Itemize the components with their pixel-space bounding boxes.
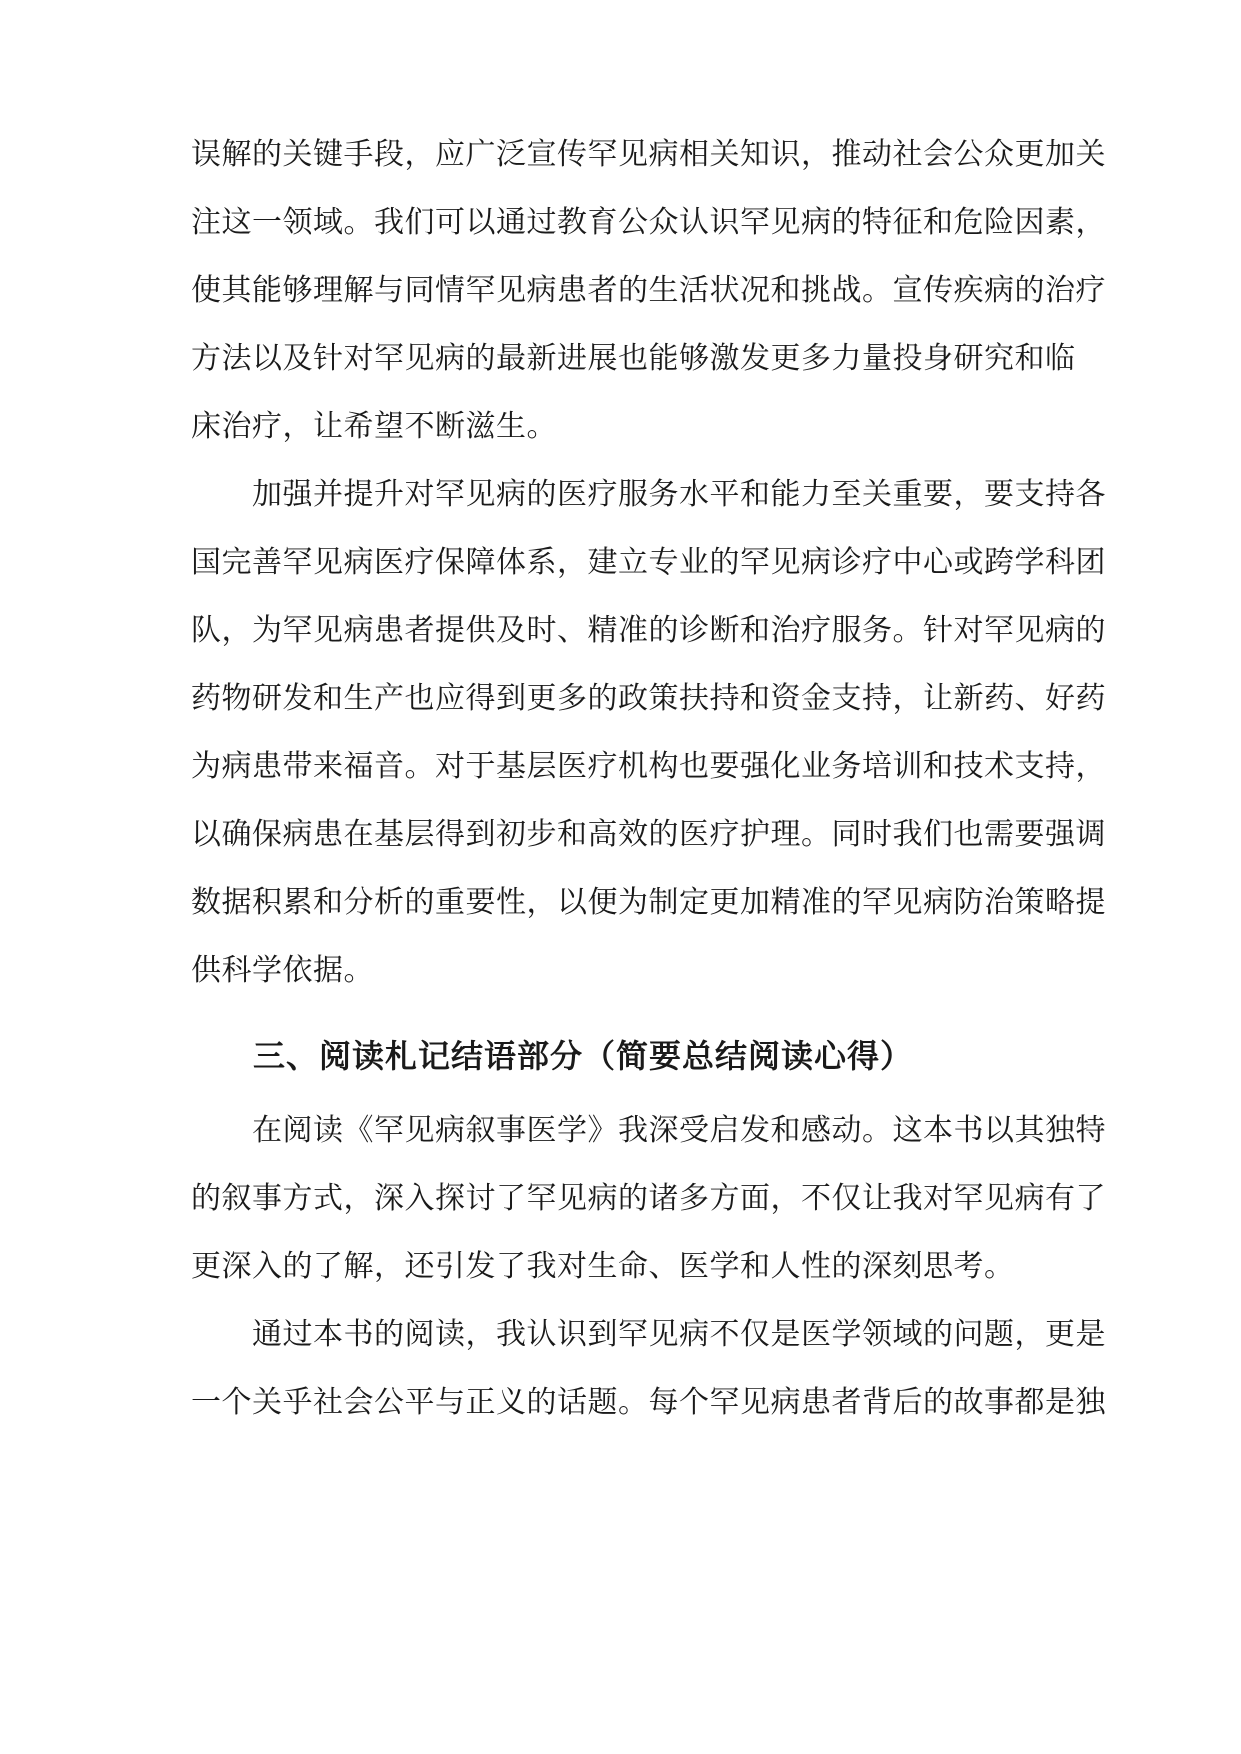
text-line: 供科学依据。 bbox=[191, 953, 374, 988]
text-line: 为病患带来福音。对于基层医疗机构也要强化业务培训和技术支持， bbox=[191, 749, 1106, 784]
text-line: 误解的关键手段，应广泛宣传罕见病相关知识，推动社会公众更加关 bbox=[191, 137, 1106, 172]
text-line: 注这一领域。我们可以通过教育公众认识罕见病的特征和危险因素， bbox=[191, 205, 1106, 240]
text-line: 加强并提升对罕见病的医疗服务水平和能力至关重要，要支持各 bbox=[191, 477, 1106, 512]
text-line: 床治疗，让希望不断滋生。 bbox=[191, 409, 557, 444]
text-line: 通过本书的阅读，我认识到罕见病不仅是医学领域的问题，更是 bbox=[191, 1317, 1106, 1352]
text-line: 使其能够理解与同情罕见病患者的生活状况和挑战。宣传疾病的治疗 bbox=[191, 273, 1106, 308]
text-line: 在阅读《罕见病叙事医学》我深受启发和感动。这本书以其独特 bbox=[191, 1113, 1106, 1148]
text-line: 方法以及针对罕见病的最新进展也能够激发更多力量投身研究和临 bbox=[191, 341, 1076, 376]
text-line: 更深入的了解，还引发了我对生命、医学和人性的深刻思考。 bbox=[191, 1249, 1015, 1284]
section-heading: 三、阅读札记结语部分（简要总结阅读心得） bbox=[253, 1037, 914, 1075]
text-line: 数据积累和分析的重要性，以便为制定更加精准的罕见病防治策略提 bbox=[191, 885, 1106, 920]
text-line: 药物研发和生产也应得到更多的政策扶持和资金支持，让新药、好药 bbox=[191, 681, 1106, 716]
text-line: 国完善罕见病医疗保障体系，建立专业的罕见病诊疗中心或跨学科团 bbox=[191, 545, 1106, 580]
text-line: 以确保病患在基层得到初步和高效的医疗护理。同时我们也需要强调 bbox=[191, 817, 1106, 852]
text-line: 队，为罕见病患者提供及时、精准的诊断和治疗服务。针对罕见病的 bbox=[191, 613, 1106, 648]
text-line: 的叙事方式，深入探讨了罕见病的诸多方面，不仅让我对罕见病有了 bbox=[191, 1181, 1106, 1216]
text-line: 一个关乎社会公平与正义的话题。每个罕见病患者背后的故事都是独 bbox=[191, 1385, 1106, 1420]
